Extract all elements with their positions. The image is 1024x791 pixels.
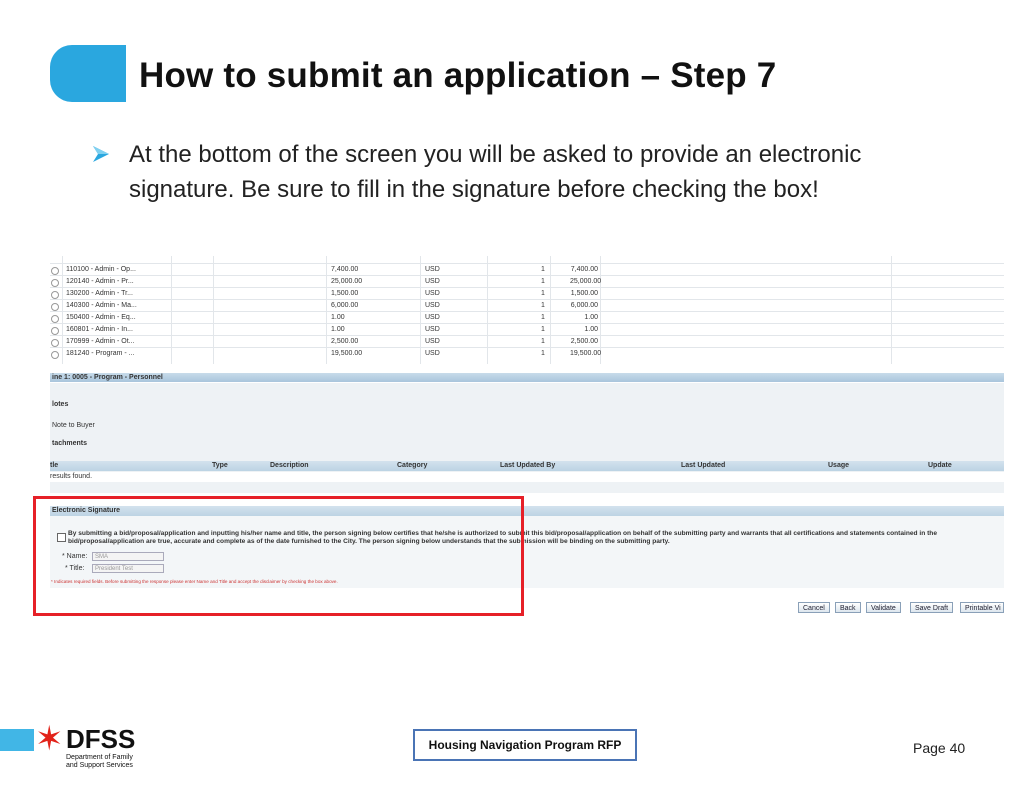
title-field[interactable]: President Test [92,564,164,573]
line-cell-desc: 110100 - Admin - Op... [66,266,136,273]
name-label: * Name: [62,553,88,560]
line-cell-amount: 25,000.00 [331,278,363,285]
validate-button[interactable]: Validate [866,602,901,613]
attachment-header-cell: Update [928,462,952,469]
required-fields-note: * Indicates required fields. Before submitting the response please enter Name and Title and accept the disclaimer by checking the box above. [51,579,338,584]
attachment-header-cell: Last Updated By [500,462,556,469]
page-number: Page 40 [913,740,966,756]
line-cell-desc: 181240 - Program - ... [66,350,135,357]
line-cell-amount: 2,500.00 [331,338,359,345]
attachment-header-cell: Usage [828,462,850,469]
line-cell-currency: USD [425,290,440,297]
name-field[interactable]: SMA [92,552,164,561]
line-select-radio[interactable] [51,339,59,347]
line-cell-currency: USD [425,338,440,345]
line-cell-desc: 130200 - Admin - Tr... [66,290,133,297]
back-button[interactable]: Back [835,602,861,613]
arrow-bullet-icon [91,144,111,164]
line-item-row[interactable] [50,347,1004,360]
line-cell-qty: 1 [541,266,545,273]
line-cell-total: 19,500.00 [570,350,602,357]
line-select-radio[interactable] [51,267,59,275]
slide-body-text: At the bottom of the screen you will be asked to provide an electronic signature. Be sure to fill in the signature before checking the box! [129,141,862,203]
line-cell-amount: 7,400.00 [331,266,359,273]
title-accent-shape [50,45,126,102]
slide-title: How to submit an application – Step 7 [139,56,777,95]
line-cell-total: 1.00 [584,314,598,321]
line-cell-currency: USD [425,302,440,309]
line-cell-currency: USD [425,350,440,357]
line-cell-qty: 1 [541,350,545,357]
logo-sub-line1: Department of Family [66,754,133,761]
line-cell-total: 6,000.00 [570,302,598,309]
line-cell-currency: USD [425,326,440,333]
line-cell-total: 1.00 [584,326,598,333]
line-cell-total: 25,000.00 [570,278,602,285]
esig-header: Electronic Signature [52,507,121,514]
star-icon: ✶ [35,720,64,758]
line-section-label: ine 1: 0005 - Program - Personnel [52,374,163,381]
attachment-header-cell: tle [50,462,59,469]
line-items-table [50,256,1004,364]
line-cell-qty: 1 [541,338,545,345]
line-cell-qty: 1 [541,302,545,309]
logo-blue-bar [0,729,34,751]
line-cell-qty: 1 [541,278,545,285]
line-select-radio[interactable] [51,315,59,323]
line-cell-amount: 19,500.00 [331,350,363,357]
line-cell-amount: 1.00 [331,314,345,321]
no-results-text: results found. [50,473,93,480]
line-section-bar [50,373,1004,382]
attachment-header-cell: Last Updated [681,462,726,469]
attachment-header-cell: Category [397,462,428,469]
cancel-button[interactable]: Cancel [798,602,830,613]
line-cell-qty: 1 [541,314,545,321]
rfp-label-box: Housing Navigation Program RFP [413,729,637,761]
line-select-radio[interactable] [51,279,59,287]
attachment-header-cell: Type [212,462,228,469]
dfss-logo-text: DFSS [66,724,136,754]
signature-highlight-box [33,496,524,616]
line-cell-desc: 160801 - Admin - In... [66,326,133,333]
line-cell-amount: 1.00 [331,326,345,333]
line-cell-currency: USD [425,278,440,285]
line-cell-total: 7,400.00 [570,266,598,273]
line-select-radio[interactable] [51,327,59,335]
note-to-buyer-link[interactable]: Note to Buyer [52,422,95,429]
logo-sub-line2: and Support Services [66,762,133,769]
line-select-radio[interactable] [51,351,59,359]
line-cell-qty: 1 [541,326,545,333]
line-cell-desc: 150400 - Admin - Eq... [66,314,136,321]
title-label: * Title: [65,565,85,572]
line-cell-total: 1,500.00 [570,290,598,297]
line-cell-amount: 6,000.00 [331,302,359,309]
line-cell-qty: 1 [541,290,545,297]
line-cell-desc: 170999 - Admin - Ot... [66,338,135,345]
line-cell-desc: 140300 - Admin - Ma... [66,302,137,309]
printable-view-button[interactable]: Printable Vi [960,602,1004,613]
line-select-radio[interactable] [51,291,59,299]
save-draft-button[interactable]: Save Draft [910,602,953,613]
line-cell-total: 2,500.00 [570,338,598,345]
line-cell-currency: USD [425,314,440,321]
attachments-label: tachments [52,440,88,447]
line-cell-amount: 1,500.00 [331,290,359,297]
esig-disclaimer-text: By submitting a bid/proposal/application and inputting his/her name and title, the person signing below certifies that he/she is authorized to submit this bid/proposal/application on behalf of the submitting party and warrants that all certifications and statements contained in the bid/proposal/application are true, accurate and complete as of the date furnished to the City. The person signing below understands that the submission will be binding on the submitting party. [68,530,938,545]
attachment-header-cell: Description [270,462,309,469]
line-select-radio[interactable] [51,303,59,311]
notes-label: lotes [52,401,69,408]
dfss-logo-subtitle [66,754,133,770]
line-cell-desc: 120140 - Admin - Pr... [66,278,134,285]
line-cell-currency: USD [425,266,440,273]
